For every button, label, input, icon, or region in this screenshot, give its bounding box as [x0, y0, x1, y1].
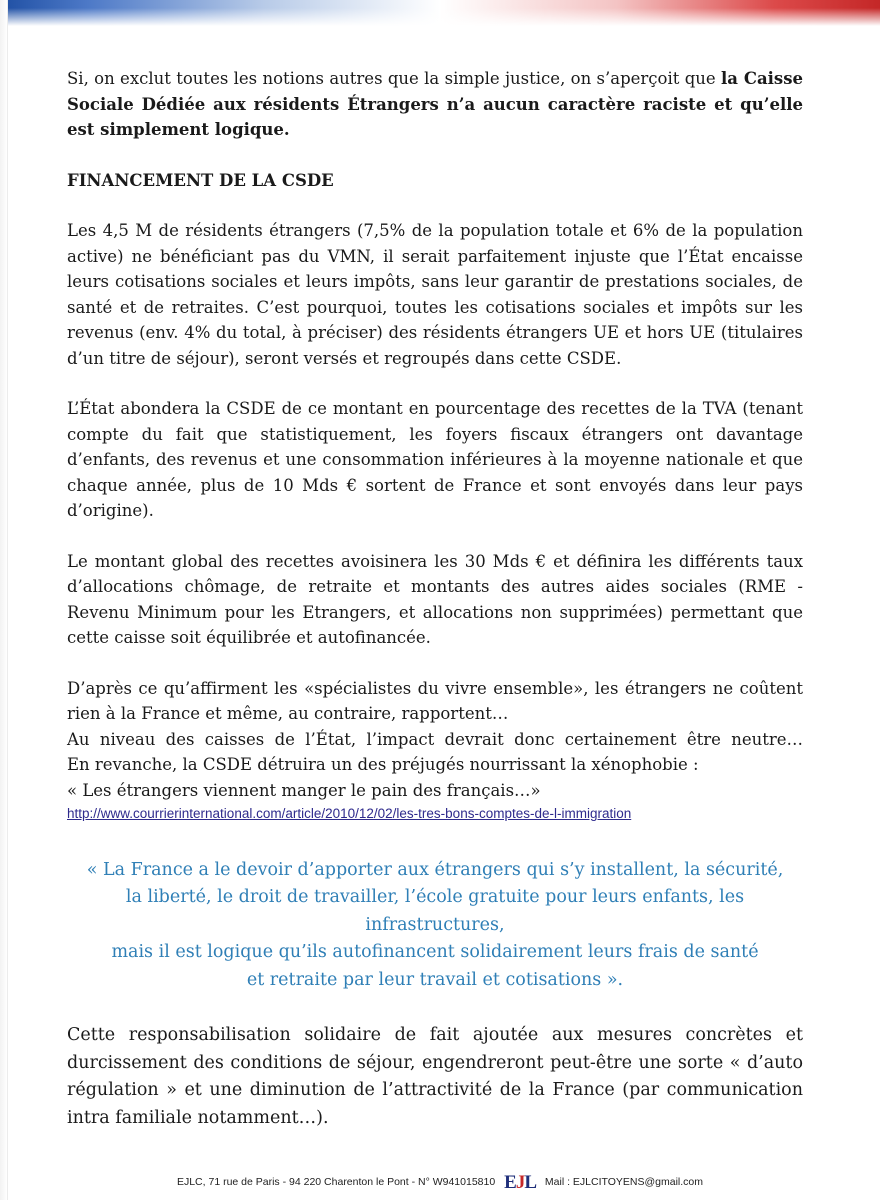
page-footer: [0, 1172, 880, 1194]
document-body: [67, 66, 803, 1132]
intro-paragraph: [67, 66, 803, 143]
footer-address: EJLC, 71 rue de Paris - 94 220 Charenton le Pont - N° W941015810: [176, 1176, 496, 1188]
paragraph-recettes: Le montant global des recettes avoisinera les 30 Mds € et définira les différents taux d’allocations chômage, de retraite et montants des autres aides sociales (RME - Revenu Minimum pour les Etrangers, et allocations non supprimées) permettant que cette caisse soit équilibrée et autofinancée.: [67, 551, 803, 647]
intro-bold-text: la Caisse Sociale Dédiée aux résidents Étrangers n’a aucun caractère raciste et qu’elle est simplement logique.: [67, 69, 803, 139]
logo-letter-e: E: [504, 1172, 516, 1193]
tricolor-header-band: [0, 0, 880, 26]
quote-line-2: la liberté, le droit de travailler, l’école gratuite pour leurs enfants, les infrastructures,: [125, 887, 745, 935]
ejl-logo: [504, 1172, 536, 1194]
quote-line-4: et retraite par leur travail et cotisations ».: [246, 969, 624, 990]
page-edge-shadow: [0, 0, 8, 1200]
paragraph-specialistes: D’après ce qu’affirment les «spécialistes du vivre ensemble», les étrangers ne coûtent rien à la France et même, au contraire, rapportent…: [67, 678, 803, 723]
link-line: [67, 800, 803, 827]
article-link[interactable]: http://www.courrierinternational.com/article/2010/12/02/les-tres-bons-comptes-de-l-immigration: [67, 806, 632, 821]
closing-paragraph: Cette responsabilisation solidaire de fait ajoutée aux mesures concrètes et durcissement des conditions de séjour, engendreront peut-être une sorte « d’auto régulation » et une diminution de l’attractivité de la France (par communication intra familiale notamment…).: [67, 1025, 803, 1128]
quote-line-1: « La France a le devoir d’apporter aux étrangers qui s’y installent, la sécurité,: [86, 859, 784, 880]
section-heading: FINANCEMENT DE LA CSDE: [67, 170, 334, 190]
logo-letter-j: J: [515, 1172, 525, 1193]
paragraph-population: Les 4,5 M de résidents étrangers (7,5% de la population totale et 6% de la population active) ne bénéficiant pas du VMN, il serait parfaitement injuste que l’État encaisse leurs cotisations sociales et leurs impôts, sans leur garantir de prestations sociales, de santé et de retraites. C’est pourquoi, toutes les cotisations sociales et impôts sur les revenus (env. 4% du total, à préciser) des résidents étrangers UE et hors UE (titulaires d’un titre de séjour), seront versés et regroupés dans cette CSDE.: [67, 221, 803, 368]
quote-line-3: mais il est logique qu’ils autofinancent solidairement leurs frais de santé: [111, 942, 759, 962]
intro-lead-text: Si, on exclut toutes les notions autres que la simple justice, on s’aperçoit que: [67, 69, 716, 88]
paragraph-impact: Au niveau des caisses de l’État, l’impact devrait donc certainement être neutre…: [67, 729, 803, 749]
footer-mail: Mail : EJLCITOYENS@gmail.com: [544, 1176, 704, 1188]
paragraph-citation: « Les étrangers viennent manger le pain des français…»: [67, 780, 541, 800]
logo-letter-l: L: [524, 1172, 536, 1193]
paragraph-tva: L’État abondera la CSDE de ce montant en pourcentage des recettes de la TVA (tenant compte du fait que statistiquement, les foyers fiscaux étrangers ont davantage d’enfants, des revenus et une consommation inférieures à la moyenne nationale et que chaque année, plus de 10 Mds € sortent de France et sont envoyés dans leur pays d’origine).: [67, 399, 803, 520]
paragraph-prejuges: En revanche, la CSDE détruira un des préjugés nourrissant la xénophobie :: [67, 755, 699, 774]
